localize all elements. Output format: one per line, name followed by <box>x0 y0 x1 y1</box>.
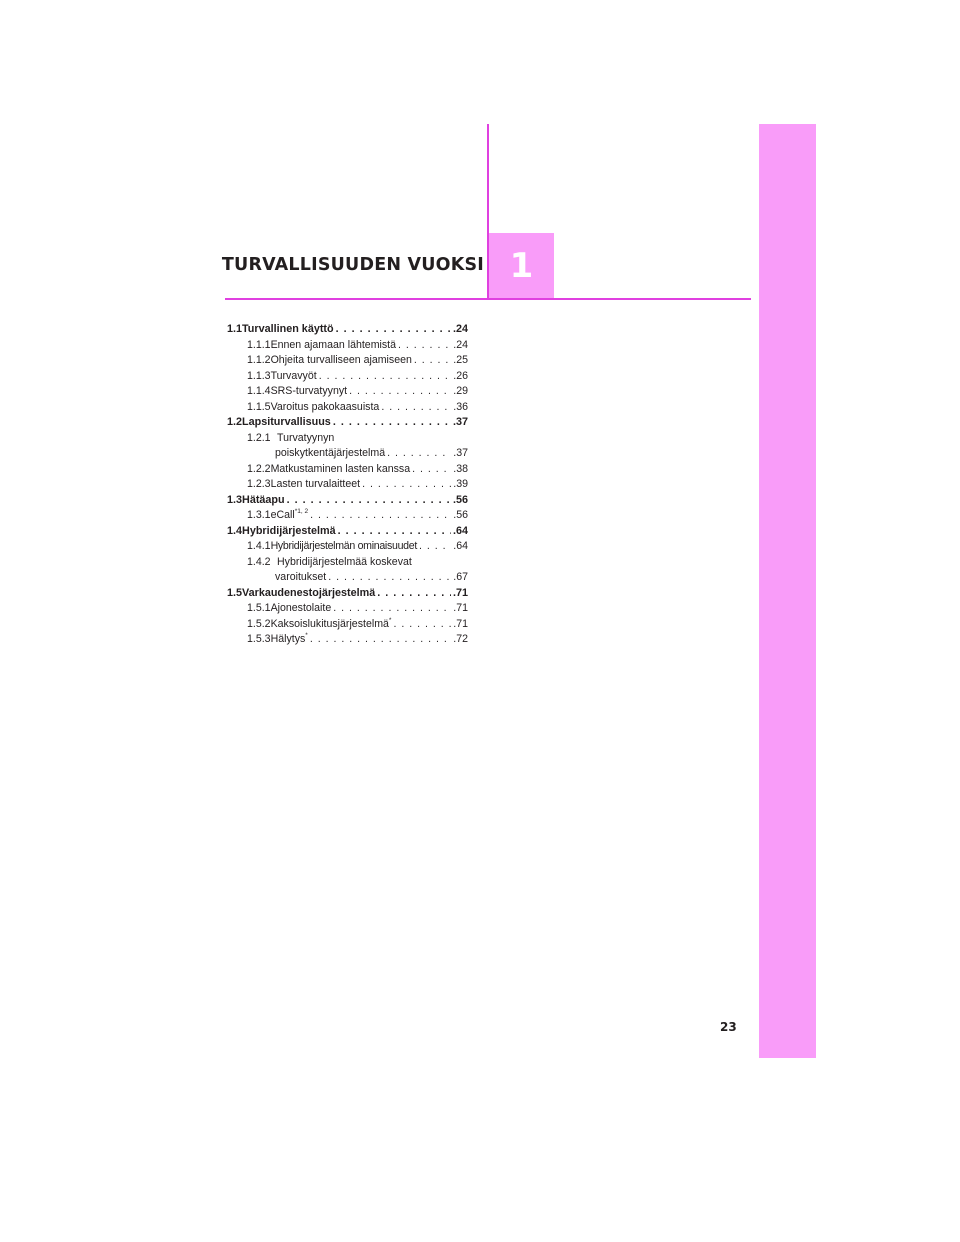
toc-page: .24 <box>452 323 468 335</box>
toc-entry[interactable] <box>227 524 468 540</box>
toc-page: .56 <box>452 493 468 506</box>
toc-entry[interactable] <box>227 601 468 617</box>
toc-leader <box>417 539 451 555</box>
toc-entry[interactable] <box>227 338 468 354</box>
toc-page: .25 <box>453 354 468 366</box>
chapter-horizontal-rule <box>225 298 751 300</box>
toc-number: 1.4.2 <box>247 555 271 568</box>
table-of-contents <box>227 322 468 648</box>
toc-label: Hybridijärjestelmä <box>242 524 336 537</box>
toc-label-text: Kaksoislukitusjärjestelmä <box>270 617 389 630</box>
toc-label: Varkaudenestojärjestelmä <box>242 586 376 599</box>
chapter-side-tab <box>759 124 816 1058</box>
toc-label: Turvavyöt <box>270 369 317 382</box>
toc-leader <box>336 524 451 540</box>
toc-label: Lapsiturvallisuus <box>242 416 331 428</box>
toc-entry[interactable] <box>227 369 468 385</box>
chapter-number: 1 <box>509 246 534 286</box>
toc-entry[interactable] <box>227 508 468 524</box>
toc-entry[interactable] <box>227 353 468 369</box>
toc-leader <box>308 632 451 648</box>
toc-page: .39 <box>453 478 468 490</box>
toc-number: 1.1.3 <box>247 369 271 382</box>
toc-entry-continued[interactable] <box>227 570 468 586</box>
toc-entry[interactable] <box>227 493 468 509</box>
toc-page: .24 <box>453 338 468 351</box>
toc-label: Hybridijärjestelmän ominaisuudet <box>270 540 417 552</box>
toc-page: .67 <box>453 571 468 583</box>
toc-leader <box>379 400 451 416</box>
toc-entry[interactable] <box>227 400 468 416</box>
toc-number: 1.5.1 <box>247 602 271 614</box>
toc-label-continued: poiskytkentäjärjestelmä <box>275 447 386 459</box>
toc-label: Turvatyynyn <box>277 431 335 444</box>
footnote-marker: * <box>388 616 392 624</box>
toc-leader <box>334 322 451 338</box>
toc-leader <box>326 570 451 586</box>
toc-entry[interactable] <box>227 384 468 400</box>
toc-number: 1.3 <box>227 493 243 506</box>
toc-label: Hybridijärjestelmää koskevat <box>277 555 412 568</box>
toc-entry[interactable] <box>227 462 468 478</box>
toc-number: 1.1.1 <box>247 338 271 351</box>
toc-entry[interactable] <box>227 431 468 447</box>
toc-number: 1.1.4 <box>247 385 271 397</box>
chapter-number-box <box>489 233 554 298</box>
toc-label: Ajonestolaite <box>270 602 332 614</box>
toc-label: Lasten turvalaitteet <box>270 478 361 490</box>
toc-number: 1.5.2 <box>247 617 271 630</box>
toc-label-continued: varoitukset <box>275 571 327 583</box>
toc-entry[interactable] <box>227 477 468 493</box>
toc-label <box>271 508 309 524</box>
toc-label: Ohjeita turvalliseen ajamiseen <box>270 354 412 366</box>
toc-label-text: eCall <box>270 509 295 521</box>
toc-number: 1.2.1 <box>247 431 271 444</box>
toc-leader <box>396 338 451 354</box>
toc-number: 1.1.2 <box>247 354 271 366</box>
page-number: 23 <box>720 1020 737 1034</box>
toc-number: 1.4.1 <box>247 540 271 552</box>
toc-leader <box>331 415 451 431</box>
toc-page: .37 <box>452 416 468 428</box>
toc-entry[interactable] <box>227 555 468 571</box>
toc-number: 1.2.2 <box>247 462 271 475</box>
toc-leader <box>360 477 451 493</box>
toc-leader <box>410 462 451 478</box>
footnote-marker: * <box>305 632 308 639</box>
toc-number: 1.1.5 <box>247 400 271 413</box>
toc-page: .29 <box>453 385 468 397</box>
toc-number: 1.5.3 <box>247 633 271 645</box>
toc-number: 1.2.3 <box>247 478 271 490</box>
toc-leader <box>317 369 452 385</box>
toc-page: .71 <box>453 602 468 614</box>
toc-label: Ennen ajamaan lähtemistä <box>270 338 397 351</box>
toc-number: 1.4 <box>227 524 243 537</box>
toc-entry[interactable] <box>227 617 468 633</box>
toc-page: .64 <box>453 540 468 552</box>
toc-leader <box>331 601 451 617</box>
toc-page: .71 <box>453 617 468 630</box>
toc-entry[interactable] <box>227 539 468 555</box>
toc-page: .36 <box>453 400 468 413</box>
toc-number: 1.5 <box>227 586 243 599</box>
toc-label: Hätäapu <box>242 493 285 506</box>
toc-page: .71 <box>452 586 468 599</box>
toc-page: .26 <box>453 369 468 382</box>
toc-leader <box>308 508 451 524</box>
footnote-marker: *1, 2 <box>294 508 309 515</box>
toc-entry[interactable] <box>227 586 468 602</box>
toc-page: .56 <box>453 509 468 521</box>
toc-label <box>271 632 308 648</box>
chapter-title: TURVALLISUUDEN VUOKSI <box>221 255 484 275</box>
toc-entry[interactable] <box>227 632 468 648</box>
toc-label <box>271 617 392 633</box>
toc-leader <box>285 493 451 509</box>
toc-number: 1.1 <box>227 323 243 335</box>
toc-label: SRS-turvatyynyt <box>270 385 348 397</box>
toc-leader <box>388 616 451 633</box>
toc-leader <box>385 446 451 462</box>
toc-leader <box>375 586 451 602</box>
toc-label: Varoitus pakokaasuista <box>270 400 380 413</box>
toc-number: 1.2 <box>227 416 243 428</box>
toc-number: 1.3.1 <box>247 509 271 521</box>
toc-page: .64 <box>452 524 468 537</box>
toc-label: Turvallinen käyttö <box>242 323 334 335</box>
toc-entry[interactable] <box>227 415 468 431</box>
toc-label-text: Hälytys <box>270 633 306 645</box>
toc-page: .38 <box>453 462 468 475</box>
toc-page: .72 <box>453 633 468 645</box>
toc-leader <box>412 353 451 369</box>
toc-page: .37 <box>453 447 468 459</box>
toc-label: Matkustaminen lasten kanssa <box>270 462 411 475</box>
toc-entry-continued[interactable] <box>227 446 468 462</box>
toc-leader <box>347 384 451 400</box>
toc-entry[interactable] <box>227 322 468 338</box>
